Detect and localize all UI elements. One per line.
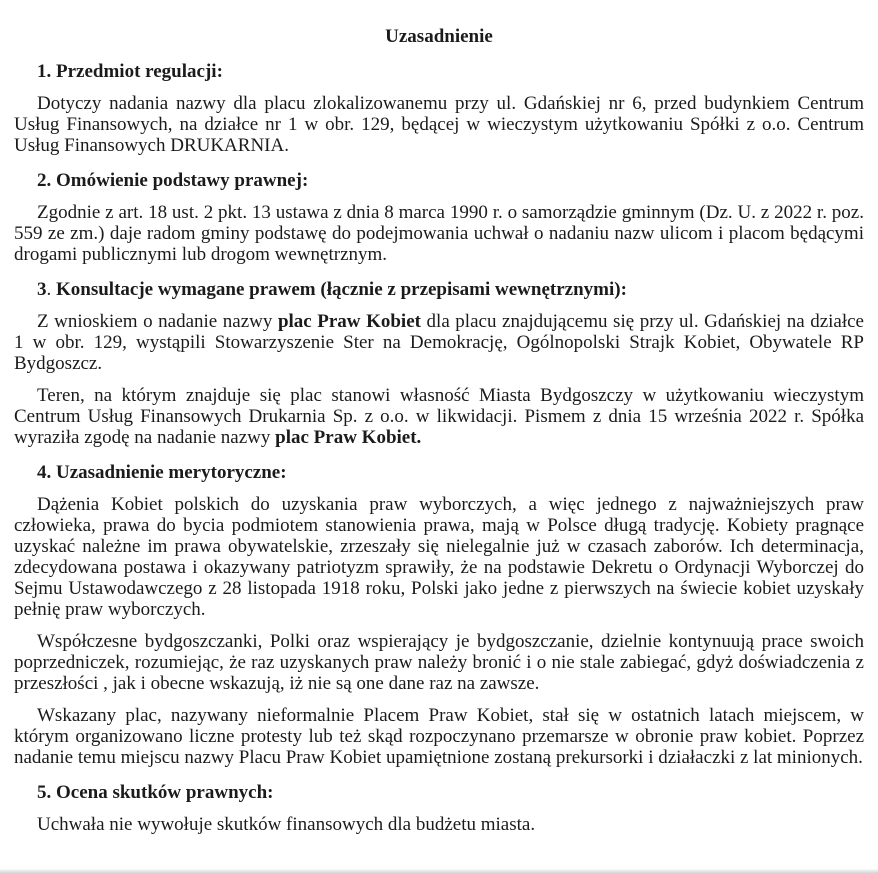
section-3-paragraph-2	[14, 385, 864, 448]
text-run: Dotyczy nadania nazwy dla placu zlokalizowanemu przy ul. Gdańskiej nr 6, przed budynkiem Centrum Usług Finansowych, na działce nr 1 w obr. 129, będącej w wieczystym użytkowaniu Spółki z o.o. Centrum Usług Finansowych DRUKARNIA.	[14, 93, 864, 156]
bold-text-run: 2. Omówienie podstawy prawnej:	[37, 170, 309, 191]
section-4-paragraph-3	[14, 705, 864, 768]
text-run: Teren, na którym znajduje się plac stanowi własność Miasta Bydgoszczy w użytkowaniu wieczystym Centrum Usług Finansowych Drukarnia Sp. z o.o. w likwidacji. Pismem z dnia 15 września 2022 r. Spółka wyraziła zgodę na nadanie nazwy	[14, 385, 864, 448]
text-run: Uchwała nie wywołuje skutków finansowych dla budżetu miasta.	[37, 814, 536, 835]
bold-text-run: 4. Uzasadnienie merytoryczne:	[37, 462, 287, 483]
bold-text-run: 1. Przedmiot regulacji:	[37, 61, 223, 82]
section-4-paragraph-1	[14, 494, 864, 620]
text-run: Zgodnie z art. 18 ust. 2 pkt. 13 ustawa z dnia 8 marca 1990 r. o samorządzie gminnym (Dz. U. z 2022 r. poz. 559 ze zm.) daje radom gminy podstawę do podejmowania uchwał o nadaniu nazw ulicom i placom będącymi drogami publicznymi lub drogom wewnętrznym.	[14, 202, 864, 265]
section-3-heading	[14, 279, 864, 300]
text-run: Z wnioskiem o nadanie nazwy	[37, 311, 278, 332]
bold-text-run: 3	[37, 279, 47, 300]
section-4-heading	[14, 462, 864, 483]
text-run: .	[46, 279, 56, 300]
section-1-paragraph	[14, 93, 864, 156]
scan-edge-shadow	[0, 869, 878, 873]
bold-text-run: plac Praw Kobiet.	[275, 427, 422, 448]
section-2-paragraph	[14, 202, 864, 265]
text-run: dla placu znajdującemu się przy ul. Gdańskiej na działce 1 w obr. 129, wystąpili Stowarzyszenie Ster na Demokrację, Ogólnopolski Strajk Kobiet, Obywatele RP Bydgoszcz.	[14, 311, 864, 374]
text-run: Dążenia Kobiet polskich do uzyskania praw wyborczych, a więc jednego z najważniejszych praw człowieka, prawa do bycia podmiotem stanowienia prawa, mają w Polsce długą tradycję. Kobiety pragnące uzyskać należne im prawa obywatelskie, zrzeszały się nielegalnie już w czasach zaborów. Ich determinacja, zdecydowana postawa i okazywany patriotyzm sprawiły, że na podstawie Dekretu o Ordynacji Wyborczej do Sejmu Ustawodawczego z 28 listopada 1918 roku, Polski jako jedne z pierwszych na świecie kobiet uzyskały pełnię praw wyborczych.	[14, 494, 864, 620]
section-4-paragraph-2	[14, 631, 864, 694]
section-5-heading	[14, 782, 864, 803]
section-5-paragraph	[14, 814, 864, 835]
section-1-heading	[14, 61, 864, 82]
section-3-paragraph-1	[14, 311, 864, 374]
bold-text-run: plac Praw Kobiet	[277, 311, 421, 332]
bold-text-run: 5. Ocena skutków prawnych:	[37, 782, 274, 803]
bold-text-run: Konsultacje wymagane prawem (łącznie z przepisami wewnętrznymi):	[56, 279, 627, 300]
text-run: Wskazany plac, nazywany nieformalnie Placem Praw Kobiet, stał się w ostatnich latach miejscem, w którym organizowano liczne protesty lub też skąd rozpoczynano przemarsze w obronie praw kobiet. Poprzez nadanie temu miejscu nazwy Placu Praw Kobiet upamiętnione zostaną prekursorki i działaczki z lat minionych.	[14, 705, 864, 768]
section-2-heading	[14, 170, 864, 191]
document-body	[14, 61, 864, 835]
text-run: Współczesne bydgoszczanki, Polki oraz wspierający je bydgoszczanie, dzielnie kontynuują prace swoich poprzedniczek, rozumiejąc, że raz uzyskanych praw należy bronić i o nie stale zabiegać, gdyż doświadczenia z przeszłości , jak i obecne wskazują, iż nie są one dane raz na zawsze.	[14, 631, 864, 694]
document-title: Uzasadnienie	[385, 26, 493, 47]
